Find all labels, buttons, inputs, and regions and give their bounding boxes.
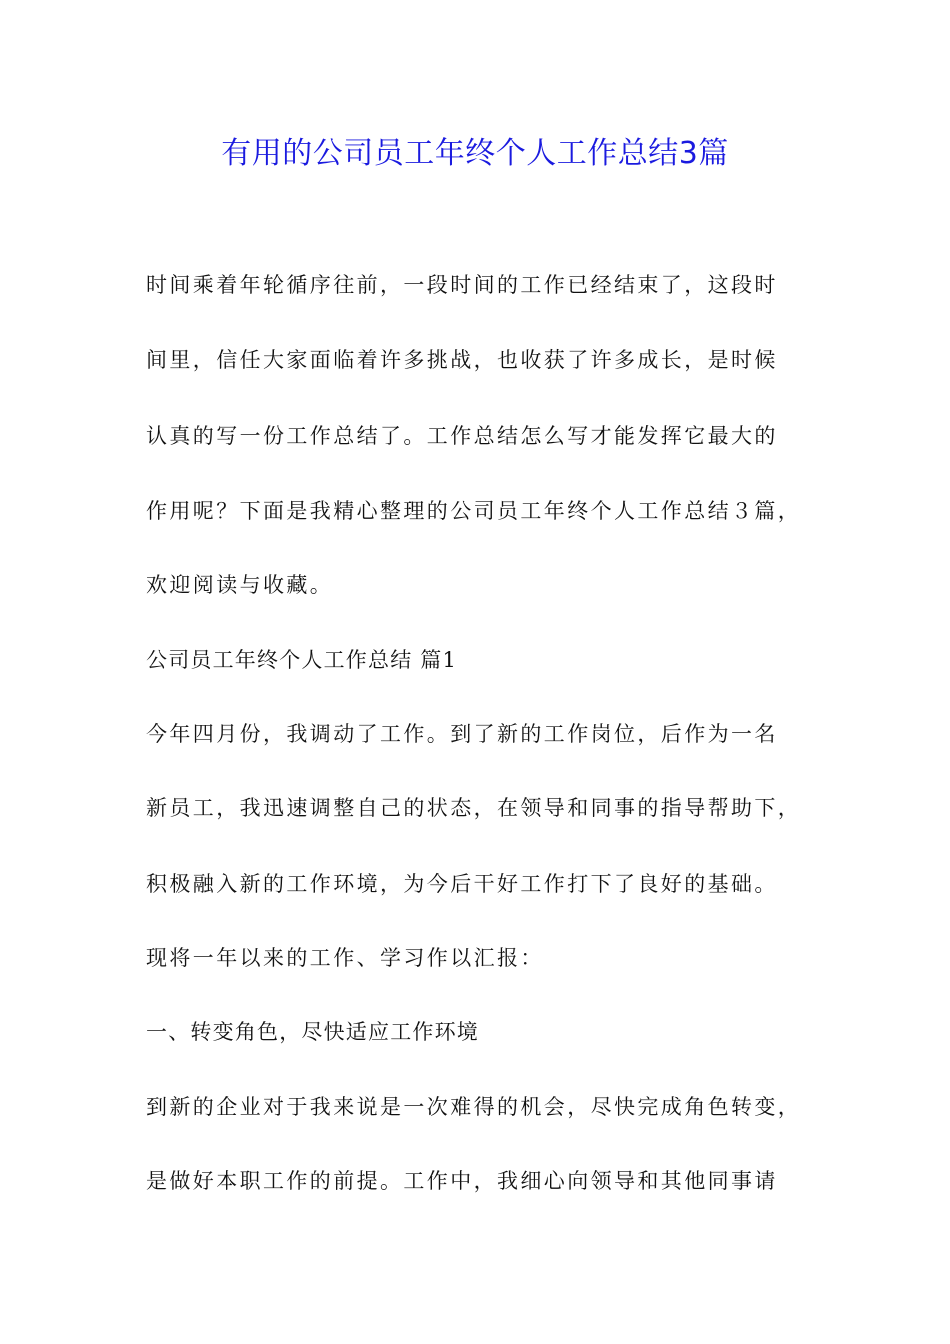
body-line-6: 是做好本职工作的前提。工作中，我细心向领导和其他同事请 (146, 1169, 778, 1193)
document-title: 有用的公司员工年终个人工作总结3篇 (221, 136, 729, 171)
intro-line-4: 作用呢？下面是我精心整理的公司员工年终个人工作总结３篇， (146, 499, 802, 523)
body-line-2: 新员工，我迅速调整自己的状态，在领导和同事的指导帮助下， (146, 796, 802, 820)
section-heading-1: 公司员工年终个人工作总结 篇1 (146, 648, 458, 672)
body-line-1: 今年四月份，我调动了工作。到了新的工作岗位，后作为一名 (146, 722, 778, 746)
intro-line-5: 欢迎阅读与收藏。 (146, 573, 334, 597)
body-line-3: 积极融入新的工作环境，为今后干好工作打下了良好的基础。 (146, 872, 778, 896)
body-line-5: 到新的企业对于我来说是一次难得的机会，尽快完成角色转变， (146, 1095, 802, 1119)
intro-line-1: 时间乘着年轮循序往前，一段时间的工作已经结束了，这段时 (146, 273, 778, 297)
subheading-1: 一、转变角色，尽快适应工作环境 (146, 1020, 479, 1044)
body-line-4: 现将一年以来的工作、学习作以汇报： (146, 946, 544, 970)
intro-line-2: 间里，信任大家面临着许多挑战，也收获了许多成长，是时候 (146, 348, 778, 372)
intro-line-3: 认真的写一份工作总结了。工作总结怎么写才能发挥它最大的 (146, 424, 778, 448)
